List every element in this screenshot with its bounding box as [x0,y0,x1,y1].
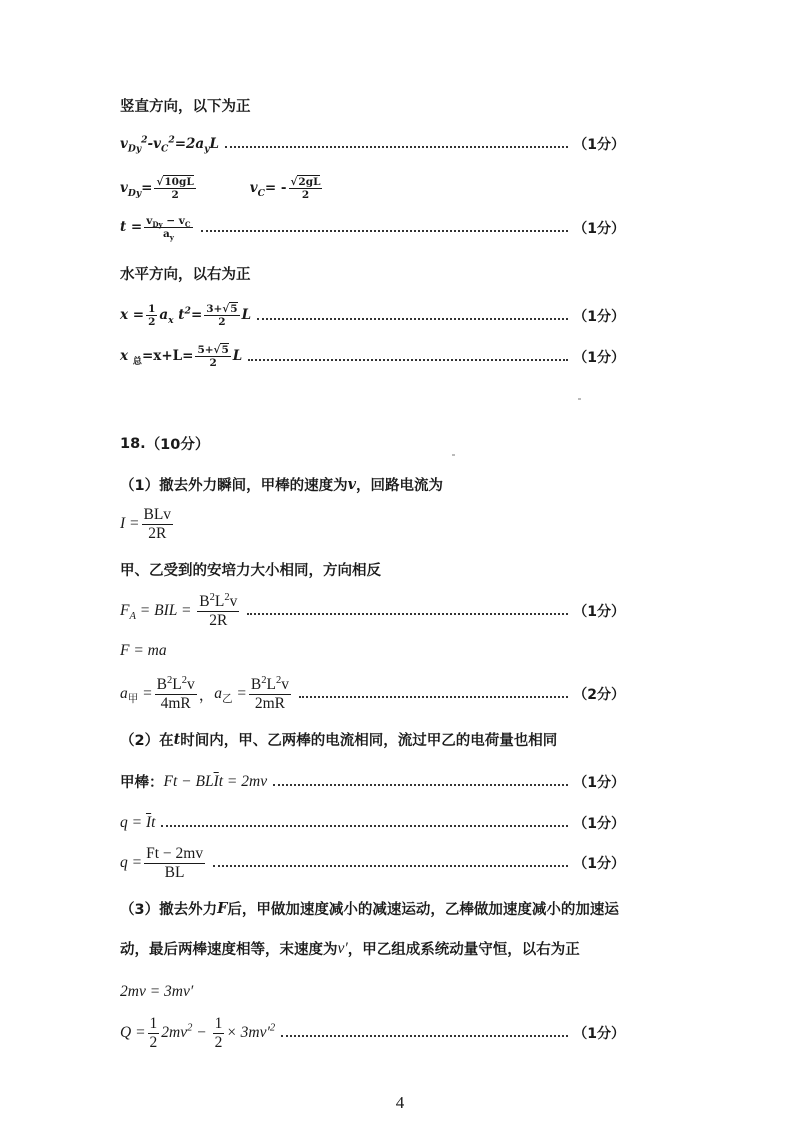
kinematics-equation: $v_{Dy}^2-v_C^2=2a_yL$ [120,134,219,155]
charge-result-line [120,845,625,882]
score-label: （1分） [573,220,625,237]
problem-points: （10分） [145,437,210,453]
score-label: （1分） [573,349,625,366]
acceleration-equation-line: $a_甲$ = $\frac{B^2L^2v}{4mR}$ ， $a_乙$ = $\frac{B^2L^2v}{2mR}$ （2分） [120,674,625,712]
newton-equation: F = ma [120,642,167,659]
kinematics-equation-line [120,134,625,154]
score-label: （1分） [573,308,625,325]
rod-a-equation: $Ft - BL\overline{I}t = 2mv$ [163,772,268,790]
displacement-equation-line [120,303,625,328]
ampere-force-statement: 甲、乙受到的安培力大小相同，方向相反 [120,563,381,579]
ampere-force-equation: $F_A$ = BIL = $\frac{B^2L^2v}{2R}$ [120,591,238,629]
page-number: 4 [395,1093,405,1112]
momentum-equation: 2mv = 3mv′ [120,983,194,1000]
rod-a-equation-line [120,771,625,792]
score-label: （1分） [573,137,625,153]
momentum-equation-line [120,983,625,1001]
horizontal-heading: 水平方向，以右为正 [120,267,251,283]
score-label: （1分） [573,856,625,873]
problem-18-heading [120,433,625,454]
acceleration-jia: $a_甲$ = $\frac{B^2L^2v}{4mR}$ [120,674,195,712]
total-displacement-line [120,344,625,369]
current-equation-line [120,506,625,543]
leader-dots [225,146,568,148]
problem-number: 18. [120,435,146,452]
vdy-expression: $v_{Dy}=$ $\frac{√10gL}{2}$ [120,176,194,202]
vc-expression: $v_C=$ - $\frac{√2gL}{2}$ [249,176,321,202]
total-displacement-equation: x $_总$=x+L= $\frac{5+√5}{2}$ L [120,344,243,370]
displacement-equation: x = $\frac{1}{2}$ $a_x$ $t^2=$ $\frac{3+√5}{2}$ L [120,303,252,329]
part-1-intro: （1）撤去外力瞬间，甲棒的速度为 v ，回路电流为 [120,476,444,494]
heat-equation: Q = $\frac{1}{2}$ $2mv^2$ − $\frac{1}{2}$ × $3mv'^2$ [120,1015,276,1051]
scan-speck [578,398,581,400]
score-label: （1分） [573,1026,625,1043]
current-equation: I = $\frac{\text{BLv}}{2R}$ [120,506,172,542]
acceleration-yi: $a_乙$ = $\frac{B^2L^2v}{2mR}$ [214,674,289,712]
leader-dots [213,865,568,867]
part-2-intro: （2）在 t 时间内，甲、乙两棒的电流相同，流过甲乙的电荷量也相同 [120,731,558,749]
score-label: （1分） [573,774,625,791]
part-3-intro-line2: 动，最后两棒速度相等，末速度为 v′ ，甲乙组成系统动量守恒，以右为正 [120,939,580,958]
charge-equation-line [120,813,625,833]
score-label: （2分） [573,687,625,704]
time-equation-line [120,215,625,243]
part-3-intro-line1: （3）撤去外力 F 后，甲做加速度减小的减速运动，乙棒做加速度减小的加速运 [120,900,619,918]
time-equation: t = $\frac{v_{Dy} - v_C}{a_y}$ [120,215,191,243]
leader-dots [247,613,568,615]
leader-dots [248,359,568,361]
leader-dots [273,784,568,786]
leader-dots [201,230,569,232]
newton-equation-line [120,642,625,660]
leader-dots [281,1035,568,1037]
heat-equation-line [120,1015,625,1052]
ampere-force-equation-line [120,593,625,630]
scan-speck [452,454,455,456]
leader-dots [161,825,568,827]
leader-dots [299,696,568,698]
score-label: （1分） [573,816,625,832]
velocity-values-line [120,176,625,201]
score-label: （1分） [573,604,625,621]
charge-result-equation: q = $\frac{Ft - 2mv}{BL}$ [120,845,204,881]
charge-equation: $q = \overline{I}t$ [120,814,156,831]
rod-a-label: 甲棒： [120,775,164,791]
leader-dots [257,318,568,320]
vertical-heading: 竖直方向，以下为正 [120,99,251,115]
